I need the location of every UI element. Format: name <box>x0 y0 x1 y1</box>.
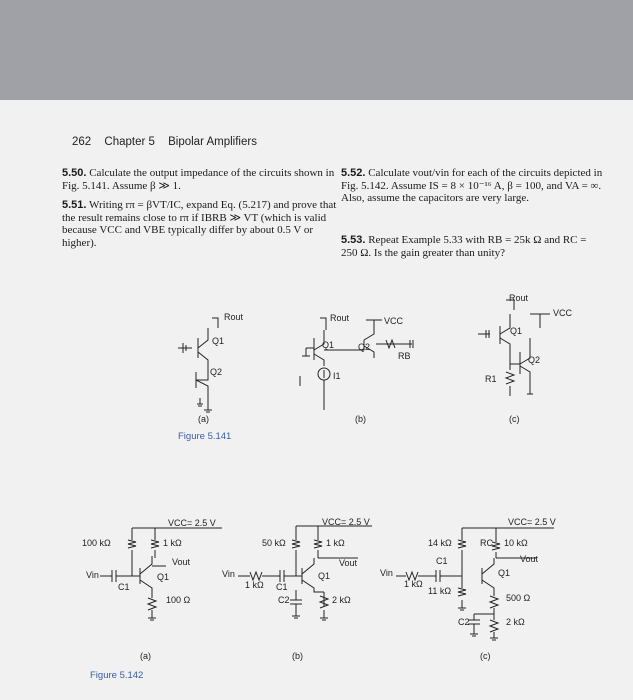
rc-label-142c: RC <box>480 538 493 548</box>
fig142-sublabel-b: (b) <box>292 651 303 661</box>
vout-label-142b: Vout <box>339 558 358 568</box>
c1-label-142c: C1 <box>436 556 448 566</box>
vin-label-142b: Vin <box>222 569 235 579</box>
figure-5-142-caption: Figure 5.142 <box>90 670 144 681</box>
rc-label-142b: 1 kΩ <box>326 538 345 548</box>
rs-label-142c: 1 kΩ <box>404 579 423 589</box>
q1-label-142b: Q1 <box>318 571 331 581</box>
circuit-142b <box>238 526 372 620</box>
r1-label-c: R1 <box>485 374 497 384</box>
q1-label-c: Q1 <box>510 326 523 336</box>
q1-label-b: Q1 <box>322 340 335 350</box>
rs-label-142b: 1 kΩ <box>245 580 264 590</box>
rc-value-142c: 10 kΩ <box>504 538 528 548</box>
figure-5-141-caption: Figure 5.141 <box>178 431 232 442</box>
problem-5-52: 5.52. Calculate vout/vin for each of the circuits depicted in Fig. 5.142. Assume IS = 8 × 10⁻¹⁶ A, β = 100, and VA = ∞. Also, assume the capacitors are very large. <box>341 167 603 205</box>
rout-label-b: Rout <box>330 313 350 323</box>
rout-label-a: Rout <box>224 312 244 322</box>
q2-label-b: Q2 <box>358 342 371 352</box>
problem-5-53: 5.53. Repeat Example 5.33 with RB = 25k Ω and RC = 250 Ω. Is the gain greater than unity? <box>341 234 587 259</box>
vout-label-142c: Vout <box>520 554 539 564</box>
vcc-label-142c: VCC= 2.5 V <box>508 517 556 527</box>
fig141-sublabel-b: (b) <box>355 414 366 424</box>
re-label-142c: 500 Ω <box>506 593 531 603</box>
rc-label-142a: 1 kΩ <box>163 538 182 548</box>
vcc-label-142a: VCC= 2.5 V <box>168 518 216 528</box>
vcc-label-142b: VCC= 2.5 V <box>322 517 370 527</box>
vin-label-142c: Vin <box>380 568 393 578</box>
r2-label-142c: 11 kΩ <box>428 586 452 596</box>
chapter-label: Chapter 5 <box>104 136 155 148</box>
rb-label-b: RB <box>398 351 411 361</box>
r1-label-142b: 50 kΩ <box>262 538 286 548</box>
i1-label-b: I1 <box>333 371 341 381</box>
vin-label-142a: Vin <box>86 570 99 580</box>
vout-label-142a: Vout <box>172 557 191 567</box>
rout-label-c: Rout <box>509 293 529 303</box>
c2-label-142b: C2 <box>278 595 290 605</box>
c2-label-142c: C2 <box>458 617 470 627</box>
fig142-sublabel-c: (c) <box>480 651 491 661</box>
q2-label-c: Q2 <box>528 355 541 365</box>
problem-5-50: 5.50. Calculate the output impedance of the circuits shown in Fig. 5.141. Assume β ≫ 1. <box>62 167 335 192</box>
fig142-sublabel-a: (a) <box>140 651 151 661</box>
r1-label-142c: 14 kΩ <box>428 538 452 548</box>
re-label-142a: 100 Ω <box>166 595 191 605</box>
vcc-label-b: VCC <box>384 316 404 326</box>
q1-label-142c: Q1 <box>498 568 511 578</box>
chapter-title: Bipolar Amplifiers <box>168 136 257 148</box>
q1-label-142a: Q1 <box>157 572 170 582</box>
re-label-142b: 2 kΩ <box>332 595 351 605</box>
vcc-label-c: VCC <box>553 308 573 318</box>
c1-label-142b: C1 <box>276 582 288 592</box>
c1-label-142a: C1 <box>118 582 130 592</box>
q1-label-a: Q1 <box>212 336 225 346</box>
q2-label-a: Q2 <box>210 367 223 377</box>
fig141-sublabel-c: (c) <box>509 414 520 424</box>
re2-label-142c: 2 kΩ <box>506 617 525 627</box>
fig141-sublabel-a: (a) <box>198 414 209 424</box>
r1-label-142a: 100 kΩ <box>82 538 111 548</box>
problem-5-51: 5.51. Writing rπ = βVT/IC, expand Eq. (5.217) and prove that the result remains close to rπ if IBRB ≫ VT (which is valid because VCC and VBE typically differ by about 0.5 V or higher). <box>62 199 337 249</box>
page-number: 262 <box>72 136 92 148</box>
